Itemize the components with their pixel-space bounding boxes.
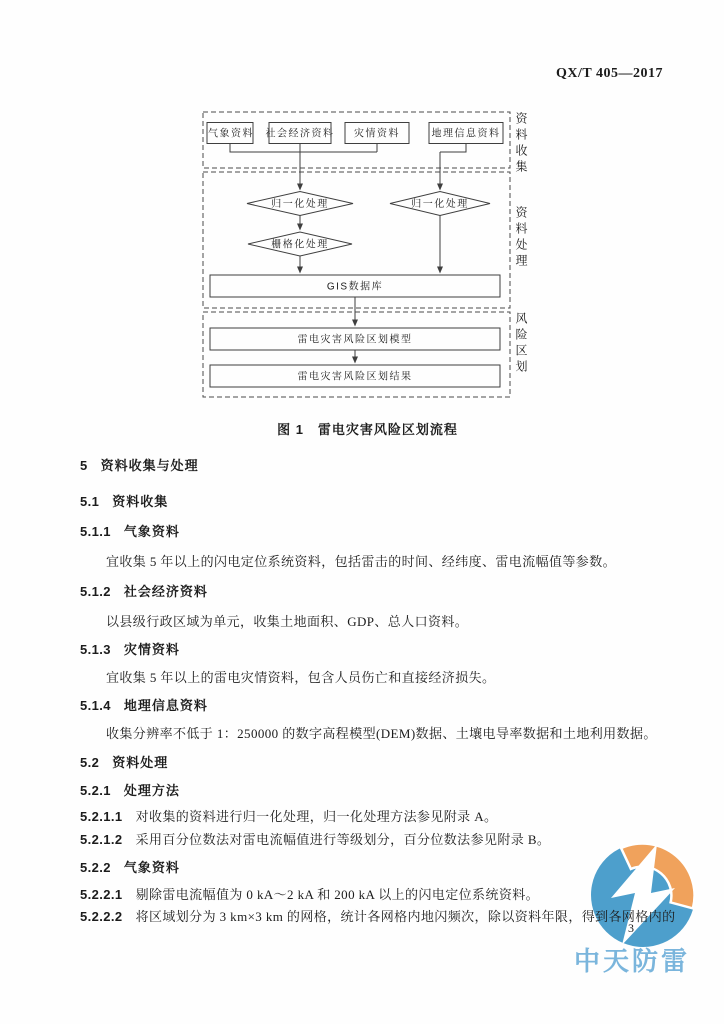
clause-5-2-1-2 [80,829,652,848]
flowchart-box-social-economic [266,123,335,144]
heading-5-1-1 [80,521,652,540]
zone-label-risk-zoning: 风险区划 [514,312,528,376]
clause-number: 5.2.1 [80,783,111,798]
clause-number: 5.2.2.2 [80,909,123,924]
clause-number: 5.2 [80,755,100,770]
heading-5-1-4 [80,695,652,714]
heading-5-1 [80,491,652,510]
clause-title: 处理方法 [123,783,180,798]
clause-title: 地理信息资料 [123,698,208,713]
gridify-label: 栅格化处理 [271,239,329,251]
flowchart-figure [195,106,540,406]
clause-number: 5.2.2 [80,860,111,875]
connector-merge-left [230,144,377,153]
clause-title: 资料收集 [112,494,169,509]
clause-title: 气象资料 [123,860,180,875]
clause-number: 5.2.1.2 [80,832,123,847]
clause-number: 5.1 [80,494,100,509]
clause-5-2-2-1 [80,884,652,903]
flowchart-box-geographic-info [429,123,503,144]
flowchart-box-weather [207,123,254,144]
heading-5-2 [80,752,652,771]
heading-5-2-2 [80,857,652,876]
flowchart-diamond-gridify [248,232,352,256]
clause-title: 资料收集与处理 [100,458,199,473]
flowchart-box-gis-database [210,275,500,297]
heading-5-1-2 [80,581,652,600]
clause-5-2-2-2 [80,906,676,925]
clause-title: 灾情资料 [123,642,180,657]
paragraph-5-1-3 [80,667,652,686]
normalize-left-label: 归一化处理 [271,199,329,210]
paragraph-text: 宜收集 5 年以上的雷电灾情资料，包含人员伤亡和直接经济损失。 [106,670,496,685]
paragraph-5-1-1 [80,551,652,570]
flowchart-diamond-normalize-right [390,192,490,216]
standard-code-header: QX/T 405—2017 [556,66,663,81]
paragraph-5-1-4 [80,723,657,742]
risk-model-label: 雷电灾害风险区划模型 [297,334,413,346]
clause-text: 对收集的资料进行归一化处理，归一化处理方法参见附录 A。 [135,809,498,824]
paragraph-text: 以县级行政区域为单元，收集土地面积、GDP、总人口资料。 [106,614,469,629]
heading-5-2-1 [80,780,652,799]
page-number: 3 [628,921,634,935]
clause-5-2-1-1 [80,806,652,825]
flowchart-diamond-normalize-left [247,192,353,216]
clause-number: 5.1.1 [80,524,111,539]
clause-title: 社会经济资料 [123,584,208,599]
clause-number: 5.2.1.1 [80,809,123,824]
clause-text: 采用百分位数法对雷电流幅值进行等级划分，百分位数法参见附录 B。 [135,832,551,847]
clause-number: 5.1.3 [80,642,111,657]
gis-database-label: GIS数据库 [326,281,384,293]
geographic-info-box-label: 地理信息资料 [431,128,501,140]
clause-text: 剔除雷电流幅值为 0 kA～2 kA 和 200 kA 以上的闪电定位系统资料。 [135,887,540,902]
social-economic-box-label: 社会经济资料 [265,128,335,140]
clause-number: 5.2.2.1 [80,887,123,902]
flowchart-box-risk-result [210,365,500,387]
heading-5 [80,455,652,474]
connector-geo-jog [440,144,466,153]
flowchart-box-disaster [345,123,409,144]
normalize-right-label: 归一化处理 [411,199,469,210]
disaster-box-label: 灾情资料 [354,128,400,140]
heading-5-1-3 [80,639,652,658]
paragraph-text: 收集分辨率不低于 1：250000 的数字高程模型(DEM)数据、土壤电导率数据和土地利用数据。 [106,726,657,741]
zone-label-data-collection: 资料收集 [514,112,528,176]
zone-label-data-processing: 资料处理 [514,206,528,270]
clause-title: 气象资料 [123,524,180,539]
clause-number: 5.1.2 [80,584,111,599]
figure-caption: 图 1 雷电灾害风险区划流程 [277,422,458,437]
weather-box-label: 气象资料 [208,128,254,140]
clause-title: 资料处理 [112,755,169,770]
clause-text: 将区域划分为 3 km×3 km 的网格，统计各网格内地闪频次，除以资料年限，得到各网格内的 [135,909,676,924]
watermark-text: 中天防雷 [574,946,691,976]
flowchart-box-risk-model [210,328,500,350]
risk-result-label: 雷电灾害风险区划结果 [297,371,413,383]
clause-number: 5 [80,458,88,473]
clause-number: 5.1.4 [80,698,111,713]
paragraph-5-1-2 [80,611,652,630]
paragraph-text: 宜收集 5 年以上的闪电定位系统资料，包括雷击的时间、经纬度、雷电流幅值等参数。 [106,554,617,569]
